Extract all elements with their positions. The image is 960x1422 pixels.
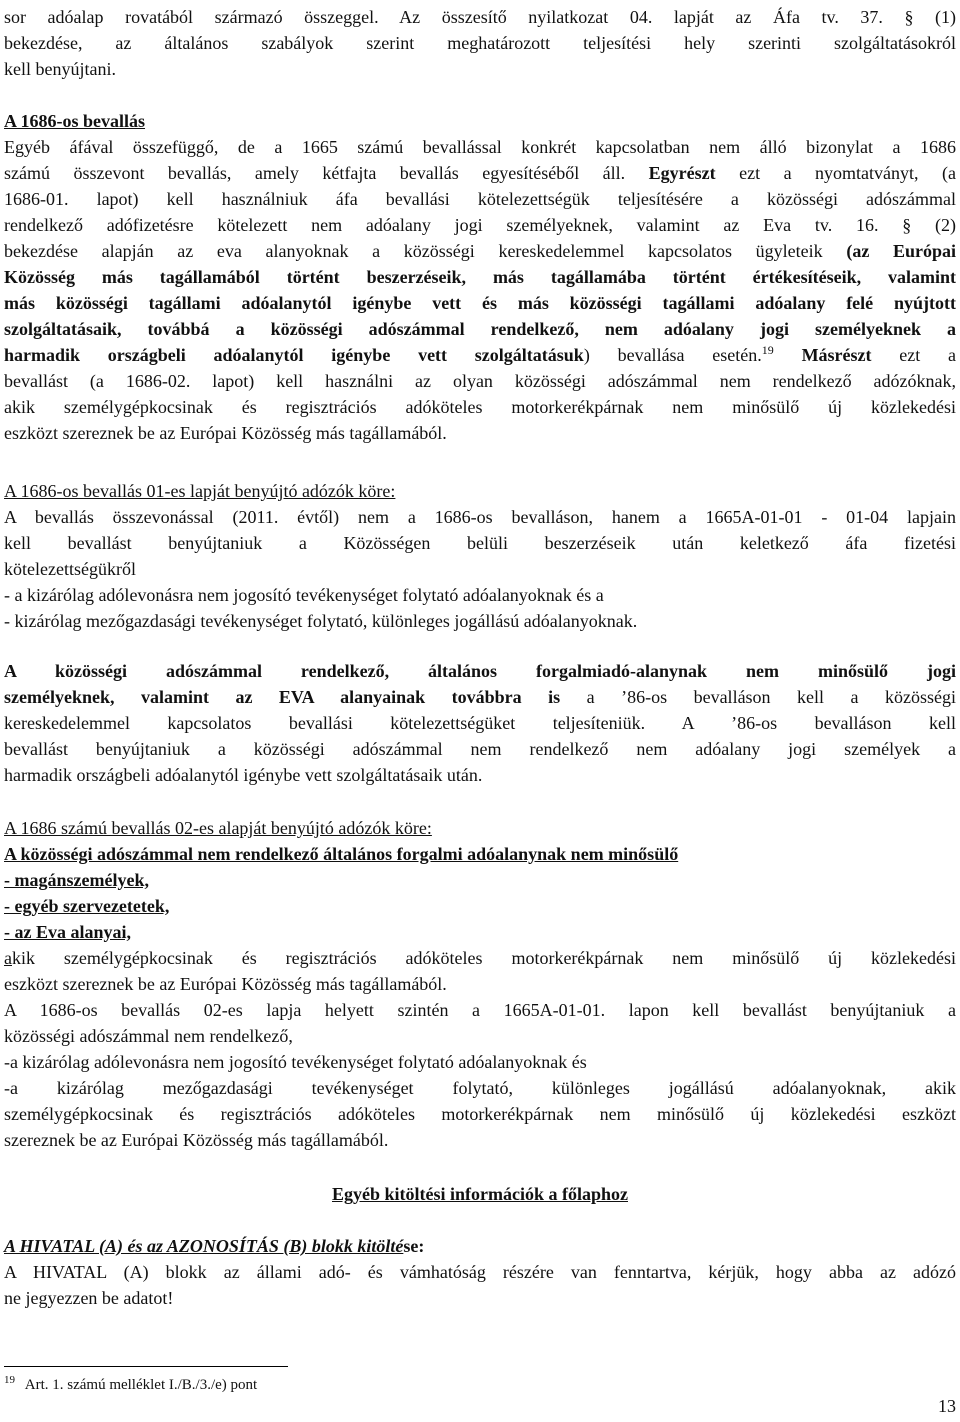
- text-line: számú összevont bevallás, amely kétfajta bevallás egyesítéséből áll. Egyrészt ezt a nyomtatványt, (a: [4, 163, 957, 183]
- text-line: bevallást benyújtaniuk a közösségi adószámmal nem rendelkező nem adóalany jogi személyek a: [4, 739, 956, 759]
- text-line: személygépkocsinak és regisztrációs adóköteles motorkerékpárnak nem minősülő új közlekedési eszközt: [4, 1104, 956, 1124]
- text-line: ne jegyezzen be adatot!: [4, 1288, 174, 1308]
- text-line: más közösségi tagállami adóalanytól igénybe vett és más közösségi tagállami adóalany felé nyújtott: [4, 293, 956, 313]
- list-item: - az Eva alanyai,: [4, 922, 132, 942]
- text-line: Közösség más tagállamából történt beszerzéseik, más tagállamába történt értékesítéseik, valamint: [4, 267, 956, 287]
- section-heading: A 1686-os bevallás 01-es lapját benyújtó adózók köre:: [4, 481, 396, 501]
- text-line: A közösségi adószámmal rendelkező, általános forgalmiadó-alanynak nem minősülő jogi: [4, 661, 956, 681]
- footnote: [4, 1374, 258, 1394]
- footnote-ref: 19: [761, 343, 774, 357]
- text-line: bevallást (a 1686-02. lapot) kell használni az olyan közösségi adószámmal nem rendelkező adózóknak,: [4, 371, 956, 391]
- section-subheading: A HIVATAL (A) és az AZONOSÍTÁS (B) blokk kitöltése:: [4, 1236, 425, 1256]
- text-line: eszközt szereznek be az Európai Közösség más tagállamából.: [4, 423, 447, 443]
- text-line: Egyéb áfával összefüggő, de a 1665 számú bevallással konkrét kapcsolatban nem álló bizonylat a 1686: [4, 137, 956, 157]
- page-number: 13: [938, 1396, 956, 1416]
- text-line: eszközt szereznek be az Európai Közösség más tagállamából.: [4, 974, 447, 994]
- text-line: akik személygépkocsinak és regisztrációs adóköteles motorkerékpárnak nem minősülő új közlekedési: [4, 948, 956, 968]
- text-line: kötelezettségükről: [4, 559, 136, 579]
- text-line: harmadik országbeli adóalanytól igénybe vett szolgáltatásaik után.: [4, 765, 483, 785]
- text-line: harmadik országbeli adóalanytól igénybe vett szolgáltatásuk) bevallása esetén.$^{19}$ Másrészt ezt a: [4, 343, 957, 365]
- text-line: bekezdése, az általános szabályok szerint meghatározott teljesítési hely szerinti szolgáltatásokról: [4, 33, 956, 53]
- text-line: sor adóalap rovatából származó összeggel. Az összesítő nyilatkozat 04. lapját az Áfa tv. 37. § (1): [4, 7, 956, 27]
- section-01-submitters: [4, 478, 956, 634]
- section-community-tax: [4, 658, 956, 788]
- text-line: kell benyújtani.: [4, 59, 116, 79]
- text-line: személyeknek, valamint az EVA alanyainak továbbra is a ’86-os bevalláson kell a közösségi: [4, 687, 956, 707]
- text-line: rendelkező adófizetésre kötelezett nem adóalany jogi személyeknek, valamint az Eva tv. 16. § (2): [4, 215, 956, 235]
- section-heading: A 1686 számú bevallás 02-es alapját benyújtó adózók köre:: [4, 818, 432, 838]
- text-line: kell bevallást benyújtaniuk a Közösségen belüli beszerzéseik után keletkező áfa fizetési: [4, 533, 956, 553]
- section-title: Egyéb kitöltési információk a főlaphoz: [332, 1184, 628, 1204]
- footnote-divider: [4, 1366, 288, 1367]
- text-line: szereznek be az Európai Közösség más tagállamából.: [4, 1130, 389, 1150]
- bold-term: Egyrészt: [648, 163, 716, 183]
- footnote-text: Art. 1. számú melléklet I./B./3./e) pont: [24, 1377, 258, 1393]
- text-line: 1686-01. lapot) kell használniuk áfa bevallási kötelezettségük teljesítésére a közösségi adószámmal: [4, 189, 956, 209]
- section-1686: [4, 108, 956, 446]
- text-line: A bevallás összevonással (2011. évtől) nem a 1686-os bevalláson, hanem a 1665A-01-01 - 01-04 lapjain: [4, 507, 956, 527]
- text-line: közösségi adószámmal nem rendelkező,: [4, 1026, 293, 1046]
- list-item: - magánszemélyek,: [4, 870, 149, 890]
- section-heading-centered: [0, 1181, 960, 1207]
- intro-paragraph: [4, 4, 956, 82]
- section-02-submitters: [4, 815, 956, 1153]
- section-office-block: [4, 1233, 956, 1311]
- text-line: kereskedelemmel kapcsolatos bevallási kötelezettségüket teljesíteniük. A ’86-os bevalláson kell: [4, 713, 956, 733]
- list-item: - egyéb szervezetetek,: [4, 896, 170, 916]
- text-line: bekezdése alapján az eva alanyoknak a közösségi kereskedelemmel kapcsolatos ügyleteik (az Európai: [4, 241, 956, 261]
- text-line: szolgáltatásaik, továbbá a közösségi adószámmal rendelkező, nem adóalany jogi személyeknek a: [4, 319, 956, 339]
- text-line: -a kizárólag adólevonásra nem jogosító tevékenységet folytató adóalanyoknak és: [4, 1052, 587, 1072]
- footnote-number: 19: [4, 1374, 15, 1386]
- text-line: akik személygépkocsinak és regisztrációs adóköteles motorkerékpárnak nem minősülő új közlekedési: [4, 397, 956, 417]
- text-line: - a kizárólag adólevonásra nem jogosító tevékenységet folytató adóalanyoknak és a: [4, 585, 604, 605]
- text-line: -a kizárólag mezőgazdasági tevékenységet folytató, különleges jogállású adóalanyoknak, akik: [4, 1078, 956, 1098]
- text-line: A HIVATAL (A) blokk az állami adó- és vámhatóság részére van fenntartva, kérjük, hogy abba az adózó: [4, 1262, 956, 1282]
- section-heading: A 1686-os bevallás: [4, 111, 146, 131]
- text-line: A közösségi adószámmal nem rendelkező általános forgalmi adóalanynak nem minősülő: [4, 844, 679, 864]
- text-line: - kizárólag mezőgazdasági tevékenységet folytató, különleges jogállású adóalanyoknak.: [4, 611, 638, 631]
- text-line: A 1686-os bevallás 02-es lapja helyett szintén a 1665A-01-01. lapon kell bevallást benyújtaniuk a: [4, 1000, 956, 1020]
